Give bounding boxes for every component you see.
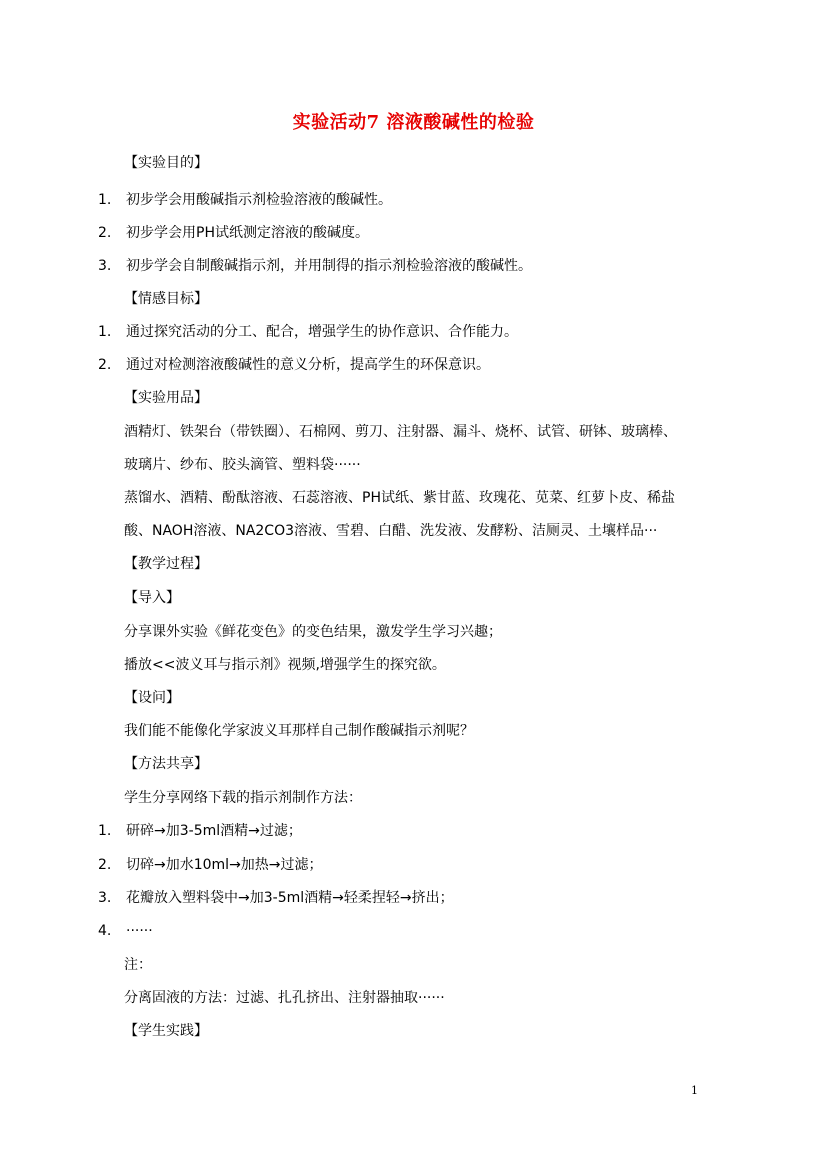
supplies-line-1: 酒精灯、铁架台（带铁圈）、石棉网、剪刀、注射器、漏斗、烧杯、试管、研钵、玻璃棒、 xyxy=(124,424,677,440)
note-label: 注： xyxy=(124,957,152,973)
goal-2-text: 初步学会用PH试纸测定溶液的酸碱度。 xyxy=(126,225,369,241)
question-heading: 【设问】 xyxy=(124,690,180,706)
method-2-number: 2. xyxy=(98,857,112,873)
goal-1-text: 初步学会用酸碱指示剂检验溶液的酸碱性。 xyxy=(126,192,392,208)
method-2-text: 切碎→加水10ml→加热→过滤； xyxy=(126,857,323,873)
goal-1-number: 1. xyxy=(98,192,112,208)
method-1-number: 1. xyxy=(98,823,112,839)
method-3-number: 3. xyxy=(98,890,112,906)
method-4-number: 4. xyxy=(98,923,112,939)
goal-3-text: 初步学会自制酸碱指示剂，并用制得的指示剂检验溶液的酸碱性。 xyxy=(126,258,532,274)
intro-line-2: 播放<<波义耳与指示剂》视频,增强学生的探究欲。 xyxy=(124,657,446,673)
intro-line-1: 分享课外实验《鲜花变色》的变色结果，激发学生学习兴趣； xyxy=(124,624,502,640)
supplies-line-2: 玻璃片、纱布、胶头滴管、塑料袋······ xyxy=(124,457,361,473)
method-3-text: 花瓣放入塑料袋中→加3-5ml酒精→轻柔捏轻→挤出； xyxy=(126,890,454,906)
goal-heading: 【实验目的】 xyxy=(124,155,208,171)
goal-2-number: 2. xyxy=(98,225,112,241)
page-number: 1 xyxy=(691,1084,698,1097)
method-intro: 学生分享网络下载的指示剂制作方法： xyxy=(124,790,362,806)
practice-heading: 【学生实践】 xyxy=(124,1023,208,1039)
emotion-1-number: 1. xyxy=(98,324,112,340)
document-title: 实验活动7 溶液酸碱性的检验 xyxy=(292,112,535,133)
goal-3-number: 3. xyxy=(98,258,112,274)
method-4-text: ······ xyxy=(126,923,153,939)
method-heading: 【方法共享】 xyxy=(124,756,208,772)
question-text: 我们能不能像化学家波义耳那样自己制作酸碱指示剂呢？ xyxy=(124,723,474,739)
emotion-heading: 【情感目标】 xyxy=(124,291,208,307)
intro-heading: 【导入】 xyxy=(124,590,180,606)
emotion-2-text: 通过对检测溶液酸碱性的意义分析，提高学生的环保意识。 xyxy=(126,357,490,373)
emotion-1-text: 通过探究活动的分工、配合，增强学生的协作意识、合作能力。 xyxy=(126,324,518,340)
method-1-text: 研碎→加3-5ml酒精→过滤； xyxy=(126,823,302,839)
emotion-2-number: 2. xyxy=(98,357,112,373)
supplies-line-4: 酸、NAOH溶液、NA2CO3溶液、雪碧、白醋、洗发液、发酵粉、洁厕灵、土壤样品··· xyxy=(124,523,658,539)
note-text: 分离固液的方法：过滤、扎孔挤出、注射器抽取······ xyxy=(124,990,445,1006)
supplies-heading: 【实验用品】 xyxy=(124,390,208,406)
supplies-line-3: 蒸馏水、酒精、酚酞溶液、石蕊溶液、PH试纸、紫甘蓝、玫瑰花、苋菜、红萝卜皮、稀盐 xyxy=(124,490,675,506)
process-heading: 【教学过程】 xyxy=(124,556,208,572)
